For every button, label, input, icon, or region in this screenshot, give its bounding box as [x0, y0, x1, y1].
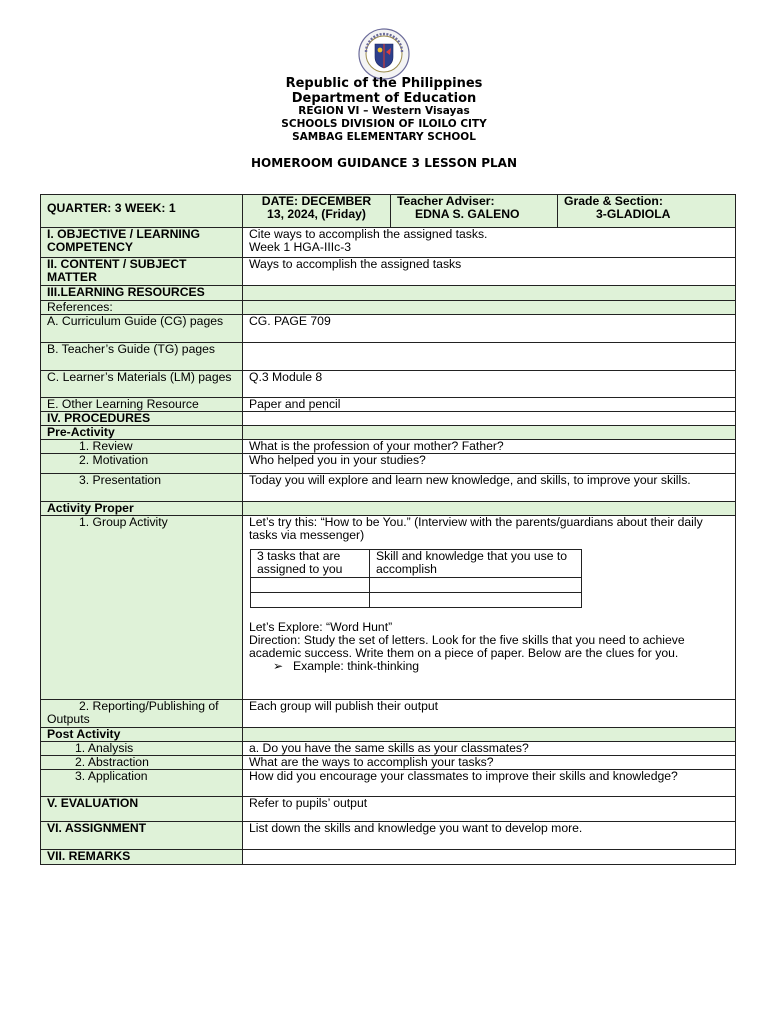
tasks-table-header: [251, 550, 582, 578]
procedures-label: IV. PROCEDURES: [41, 412, 243, 426]
quarter-cell: QUARTER: 3 WEEK: 1: [41, 195, 243, 228]
remarks-label: VII. REMARKS: [41, 850, 243, 865]
resources-value: [243, 286, 736, 301]
tg-row: [41, 343, 736, 371]
activity-proper-label: Activity Proper: [41, 502, 243, 516]
date-value: 13, 2024, (Friday): [267, 207, 366, 221]
assignment-row: [41, 822, 736, 850]
review-row: [41, 440, 736, 454]
document-title: HOMEROOM GUIDANCE 3 LESSON PLAN: [251, 156, 517, 170]
procedures-row: [41, 412, 736, 426]
lesson-plan-table: [40, 194, 736, 865]
deped-seal-icon: [358, 28, 410, 80]
presentation-value: Today you will explore and learn new knowledge, and skills, to improve your skills.: [243, 474, 736, 502]
activity-proper-value: [243, 502, 736, 516]
objective-value: [243, 228, 736, 258]
department-line: Department of Education: [291, 91, 477, 106]
procedures-value: [243, 412, 736, 426]
application-label: 3. Application: [41, 770, 243, 797]
reporting-row: [41, 700, 736, 728]
tasks-table-row: [251, 593, 582, 608]
other-resource-label: E. Other Learning Resource: [41, 398, 243, 412]
lm-row: [41, 371, 736, 398]
example-text: Example: think-thinking: [293, 659, 419, 673]
application-row: [41, 770, 736, 797]
presentation-label: 3. Presentation: [41, 474, 243, 502]
tasks-table-row: [251, 578, 582, 593]
cg-row: [41, 315, 736, 343]
grade-value: 3-GLADIOLA: [596, 207, 671, 221]
tasks-cell[interactable]: [251, 593, 370, 608]
objective-label: I. OBJECTIVE / LEARNING COMPETENCY: [41, 228, 243, 258]
evaluation-row: [41, 797, 736, 822]
analysis-label: 1. Analysis: [41, 742, 243, 756]
review-value: What is the profession of your mother? Father?: [243, 440, 736, 454]
motivation-value: Who helped you in your studies?: [243, 454, 736, 474]
reporting-value: Each group will publish their output: [243, 700, 736, 728]
group-activity-value: [243, 516, 736, 700]
skills-column-header: Skill and knowledge that you use to accomplish: [370, 550, 582, 578]
reporting-label-text: 2. Reporting/Publishing of Outputs: [47, 699, 219, 726]
skills-cell[interactable]: [370, 593, 582, 608]
date-cell: [243, 195, 391, 228]
objective-code: Week 1 HGA-IIIc-3: [249, 240, 352, 254]
activity-proper-row: [41, 502, 736, 516]
group-activity-row: [41, 516, 736, 700]
group-activity-label: 1. Group Activity: [41, 516, 243, 700]
content-row: [41, 258, 736, 286]
other-resource-row: [41, 398, 736, 412]
tasks-table: [250, 549, 582, 608]
pre-activity-value: [243, 426, 736, 440]
presentation-row: [41, 474, 736, 502]
assignment-label: VI. ASSIGNMENT: [41, 822, 243, 850]
references-row: [41, 301, 736, 315]
other-resource-value: Paper and pencil: [243, 398, 736, 412]
cg-label: A. Curriculum Guide (CG) pages: [41, 315, 243, 343]
adviser-name: EDNA S. GALENO: [415, 207, 520, 221]
example-item: [249, 660, 729, 673]
abstraction-row: [41, 756, 736, 770]
school-line: SAMBAG ELEMENTARY SCHOOL: [292, 131, 476, 143]
division-line: SCHOOLS DIVISION OF ILOILO CITY: [281, 118, 487, 130]
adviser-label: Teacher Adviser:: [397, 194, 495, 208]
explore-direction: Direction: Study the set of letters. Look for the five skills that you need to achieve academic success. Write them on a piece of paper. Below are the clues for you.: [249, 633, 685, 660]
reporting-label: [41, 700, 243, 728]
date-label: DATE: DECEMBER: [261, 194, 372, 208]
analysis-row: [41, 742, 736, 756]
group-activity-intro: Let’s try this: “How to be You.” (Interview with the parents/guardians about their daily tasks via messenger): [249, 515, 703, 542]
assignment-value: List down the skills and knowledge you want to develop more.: [243, 822, 736, 850]
resources-label: III.LEARNING RESOURCES: [41, 286, 243, 301]
region-line: REGION VI – Western Visayas: [298, 105, 470, 117]
tg-value: [243, 343, 736, 371]
post-activity-row: [41, 728, 736, 742]
header-row: [41, 195, 736, 228]
references-label: References:: [41, 301, 243, 315]
pre-activity-row: [41, 426, 736, 440]
pre-activity-label: Pre-Activity: [41, 426, 243, 440]
objective-row: [41, 228, 736, 258]
remarks-row: [41, 850, 736, 865]
content-value: Ways to accomplish the assigned tasks: [243, 258, 736, 286]
abstraction-label: 2. Abstraction: [41, 756, 243, 770]
explore-title: Let’s Explore: “Word Hunt”: [249, 620, 393, 634]
objective-text: Cite ways to accomplish the assigned tasks.: [249, 227, 488, 241]
analysis-value: a. Do you have the same skills as your classmates?: [243, 742, 736, 756]
arrow-bullet-icon: ➢: [273, 659, 284, 673]
grade-label: Grade & Section:: [564, 194, 663, 208]
content-label: II. CONTENT / SUBJECT MATTER: [41, 258, 243, 286]
abstraction-value: What are the ways to accomplish your tasks?: [243, 756, 736, 770]
motivation-row: [41, 454, 736, 474]
references-value: [243, 301, 736, 315]
evaluation-label: V. EVALUATION: [41, 797, 243, 822]
skills-cell[interactable]: [370, 578, 582, 593]
resources-row: [41, 286, 736, 301]
review-label: 1. Review: [41, 440, 243, 454]
adviser-cell: [391, 195, 558, 228]
grade-cell: [558, 195, 736, 228]
post-activity-label: Post Activity: [41, 728, 243, 742]
evaluation-value: Refer to pupils’ output: [243, 797, 736, 822]
post-activity-value: [243, 728, 736, 742]
tg-label: B. Teacher’s Guide (TG) pages: [41, 343, 243, 371]
tasks-column-header: 3 tasks that are assigned to you: [251, 550, 370, 578]
application-value: How did you encourage your classmates to improve their skills and knowledge?: [243, 770, 736, 797]
cg-value: CG. PAGE 709: [243, 315, 736, 343]
republic-line: Republic of the Philippines: [285, 76, 483, 91]
motivation-label: 2. Motivation: [41, 454, 243, 474]
remarks-value[interactable]: [243, 850, 736, 865]
lm-label: C. Learner’s Materials (LM) pages: [41, 371, 243, 398]
tasks-cell[interactable]: [251, 578, 370, 593]
lm-value: Q.3 Module 8: [243, 371, 736, 398]
